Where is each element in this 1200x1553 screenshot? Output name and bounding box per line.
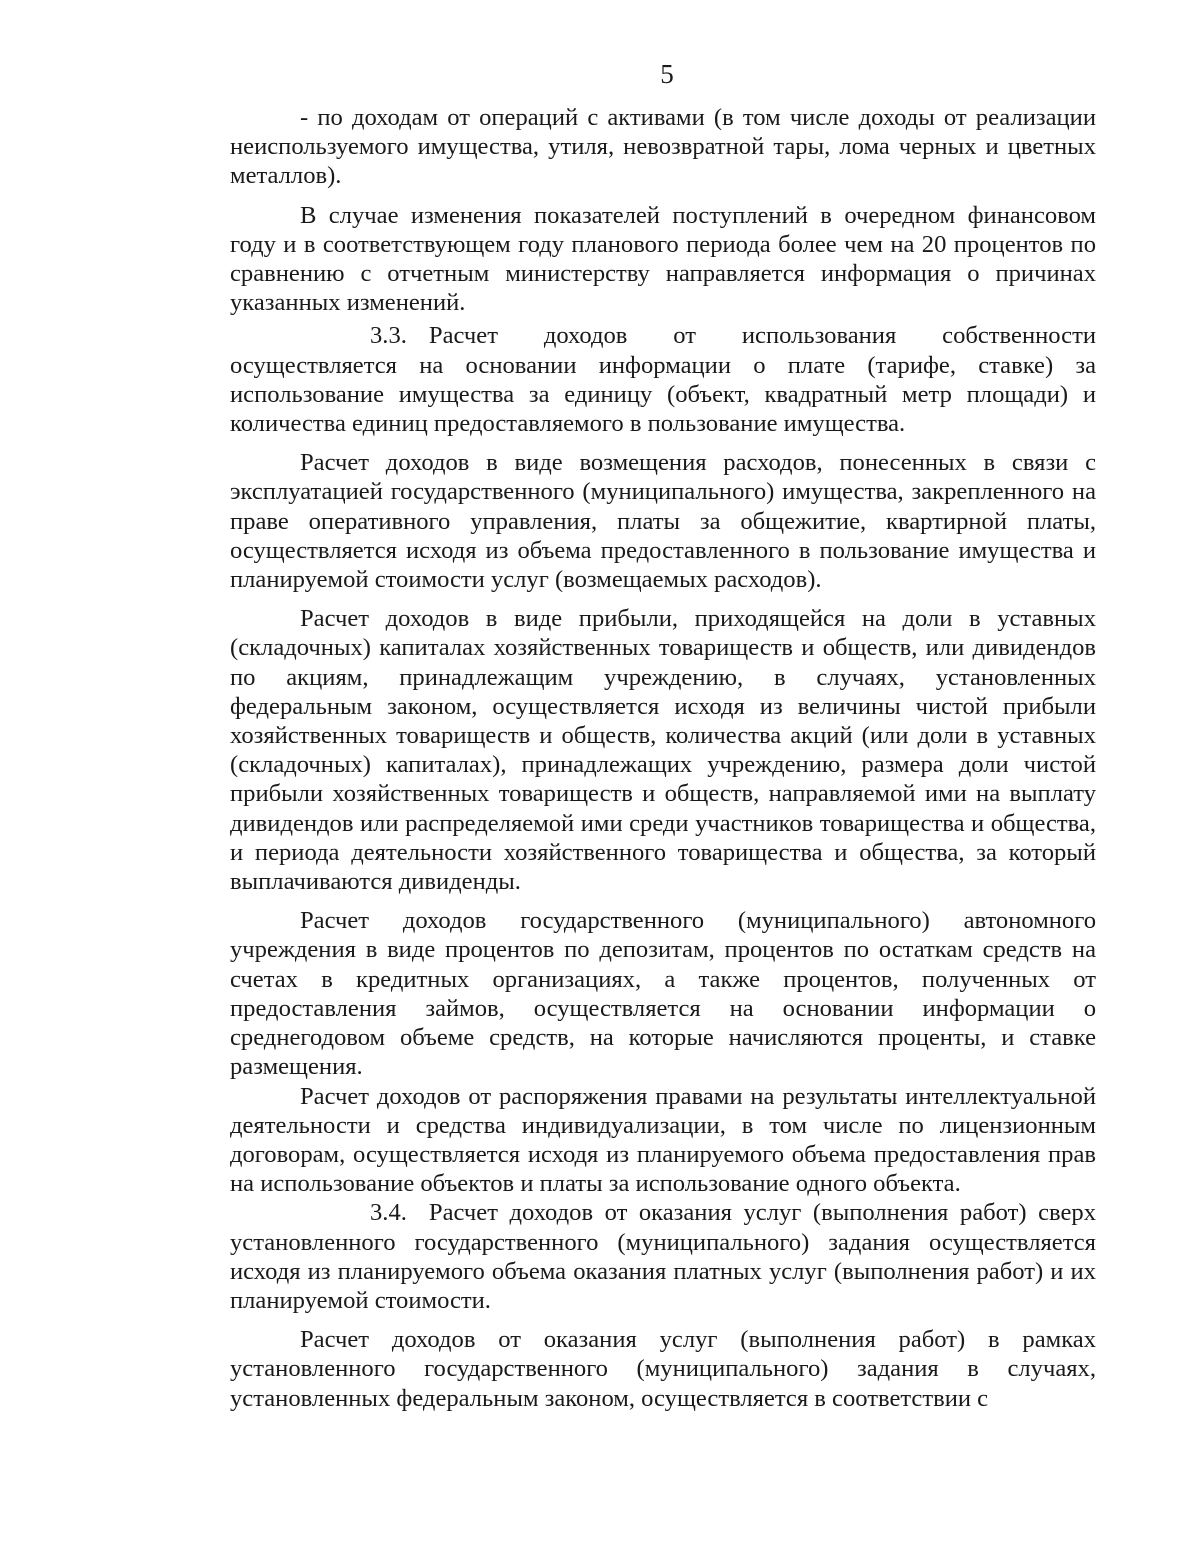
paragraph-assets-income (230, 103, 1096, 191)
paragraph-intellectual-property (230, 1082, 1096, 1199)
paragraph-text: Расчет доходов в виде прибыли, приходящейся на доли в уставных (складочных) капиталах хозяйственных товариществ и обществ, или дивидендов по акциям, принадлежащим учреждению, в случаях, установленных федеральным законом, осуществляется исходя из величины чистой прибыли хозяйственных товариществ и обществ, количества акций (или доли в уставных (складочных) капиталах), принадлежащих учреждению, размера доли чистой прибыли хозяйственных товариществ и обществ, направляемой ими на выплату дивидендов или распределяемой ими среди участников товарищества и общества, и периода деятельности хозяйственного товарищества и общества, за который выплачиваются дивиденды. (230, 605, 1096, 896)
paragraph-profit-dividends (230, 604, 1096, 896)
paragraph-text: Расчет доходов в виде возмещения расходов, понесенных в связи с эксплуатацией государственного (муниципального) имущества, закрепленного на праве оперативного управления, платы за общежитие, квартирной платы, осуществляется исходя из объема предоставленного в пользование имущества и планируемой стоимости услуг (возмещаемых расходов). (230, 449, 1096, 594)
page-number: 5 (660, 59, 674, 89)
paragraph-text: Расчет доходов от оказания услуг (выполнения работ) в рамках установленного государственного (муниципального) задания в случаях, установленных федеральным законом, осуществляется в соответствии с (230, 1326, 1096, 1412)
document-body (230, 103, 1096, 1413)
paragraph-3-4 (230, 1198, 1096, 1315)
clause-number: 3.4. (370, 1199, 407, 1227)
paragraph-change-indicators (230, 201, 1096, 318)
paragraph-reimbursement (230, 448, 1096, 594)
paragraph-text: В случае изменения показателей поступлений в очередном финансовом году и в соответствующем году планового периода более чем на 20 процентов по сравнению с отчетным министерству направляется информация о причинах указанных изменений. (230, 201, 1096, 317)
paragraph-text: - по доходам от операций с активами (в том числе доходы от реализации неиспользуемого имущества, утиля, невозвратной тары, лома черных и цветных металлов). (230, 104, 1096, 190)
paragraph-text: Расчет доходов от распоряжения правами на результаты интеллектуальной деятельности и средства индивидуализации, в том числе по лицензионным договорам, осуществляется исходя из планируемого объема предоставления прав на использование объектов и платы за использование одного объекта. (230, 1082, 1096, 1198)
paragraph-text: Расчет доходов от оказания услуг (выполнения работ) сверх установленного государственного (муниципального) задания осуществляется исходя из планируемого объема оказания платных услуг (выполнения работ) и их планируемой стоимости. (230, 1199, 1096, 1314)
paragraph-text: Расчет доходов государственного (муниципального) автономного учреждения в виде процентов по депозитам, процентов по остаткам средств на счетах в кредитных организациях, а также процентов, полученных от предоставления займов, осуществляется на основании информации о среднегодовом объеме средств, на которые начисляются проценты, и ставке размещения. (230, 907, 1096, 1081)
paragraph-within-task (230, 1325, 1096, 1413)
paragraph-3-3 (230, 321, 1096, 438)
paragraph-text: Расчет доходов от использования собственности осуществляется на основании информации о плате (тарифе, ставке) за использование имущества за единицу (объект, квадратный метр площади) и количества единиц предоставляемого в пользование имущества. (230, 322, 1096, 438)
paragraph-deposits (230, 906, 1096, 1081)
clause-number: 3.3. (370, 322, 407, 350)
